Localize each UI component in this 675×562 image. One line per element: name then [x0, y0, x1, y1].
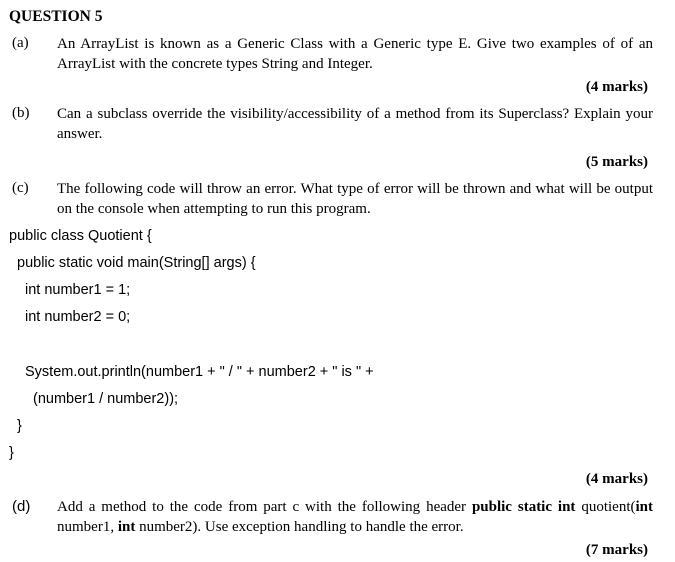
part-c-text: The following code will throw an error. What type of error will be thrown and what will be output on the console when attempting to run this program.	[57, 181, 653, 217]
part-d-text-before: Add a method to the code from part c with the following header	[57, 499, 472, 515]
part-a-label: (a)	[12, 35, 29, 51]
part-d-text-mid1: quotient(	[575, 499, 636, 515]
part-d-text	[57, 497, 653, 537]
part-d-label: (d)	[12, 498, 31, 515]
part-b-text: Can a subclass override the visibility/accessibility of a method from its Superclass? Explain your answer.	[57, 106, 653, 142]
code-line: }	[9, 445, 14, 461]
part-a-marks: (4 marks)	[585, 79, 648, 95]
code-line: int number1 = 1;	[25, 282, 131, 298]
part-c-marks: (4 marks)	[585, 471, 648, 487]
part-d-text-after: number2). Use exception handling to handle the error.	[135, 519, 464, 535]
code-line: public class Quotient {	[9, 228, 152, 244]
code-line: }	[17, 418, 22, 434]
part-d-text-mid2: number1,	[57, 519, 118, 535]
part-d-bold-header: public static int	[471, 499, 576, 515]
code-line: (number1 / number2));	[33, 391, 179, 407]
part-d-bold-int1: int	[635, 499, 653, 515]
part-c-label: (c)	[12, 180, 29, 196]
part-d-marks: (7 marks)	[585, 542, 648, 558]
code-line: int number2 = 0;	[25, 309, 131, 325]
part-d-bold-int2: int	[117, 519, 136, 535]
part-b-marks: (5 marks)	[585, 154, 648, 170]
code-line: public static void main(String[] args) {	[17, 255, 256, 271]
question-title: QUESTION 5	[9, 8, 103, 25]
part-a-text: An ArrayList is known as a Generic Class with a Generic type E. Give two examples of of an ArrayList with the concrete types String and Integer.	[57, 36, 653, 72]
part-b-label: (b)	[12, 105, 30, 121]
code-line: System.out.println(number1 + " / " + number2 + " is " +	[25, 364, 374, 380]
